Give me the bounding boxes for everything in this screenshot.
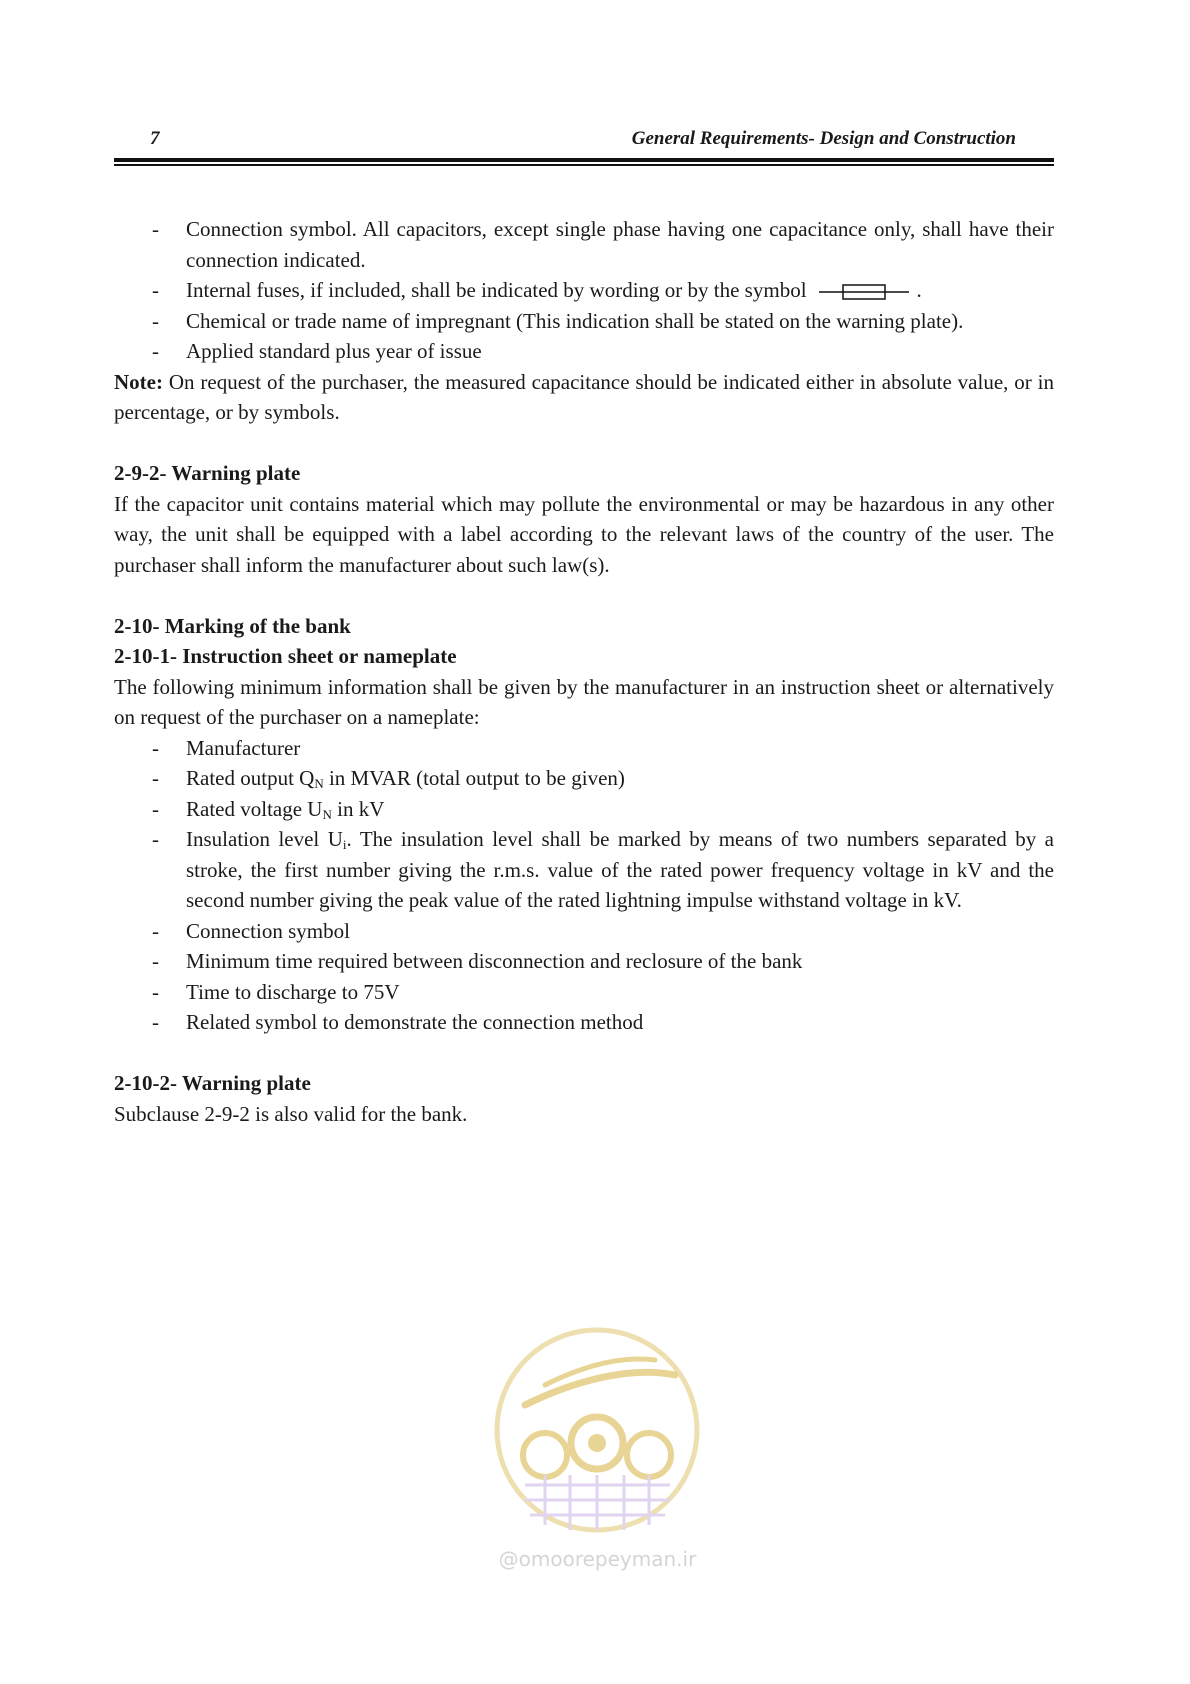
list-item xyxy=(114,977,1054,1008)
list-item-text: Connection symbol xyxy=(186,918,350,943)
list-dash: - xyxy=(152,918,159,943)
list-item-text: . The insulation level shall be marked by means of two numbers separated by a stroke, the first number giving the r.m.s. value of the rated power frequency voltage in kV and the second number giving the peak value of the rated lightning impulse withstand voltage in kV. xyxy=(186,827,1054,912)
list-item xyxy=(114,763,1054,794)
list-item xyxy=(114,916,1054,947)
list-dash: - xyxy=(152,217,159,241)
subscript: N xyxy=(322,806,332,822)
list-item xyxy=(114,336,1054,367)
list-dash: - xyxy=(152,735,159,760)
list-item-text: Minimum time required between disconnection and reclosure of the bank xyxy=(186,949,803,973)
list-item-trailing: . xyxy=(916,278,922,302)
list-dash: - xyxy=(152,1010,159,1034)
section-paragraph: The following minimum information shall be given by the manufacturer in an instruction sheet or alternatively on request of the purchaser on a nameplate: xyxy=(114,674,1054,729)
list-item xyxy=(114,306,1054,337)
section-heading: 2-9-2- Warning plate xyxy=(114,461,301,485)
note-paragraph xyxy=(114,367,1054,428)
list-dash: - xyxy=(152,949,159,973)
list-item xyxy=(114,1007,1054,1038)
subscript: N xyxy=(314,776,324,791)
section-heading: 2-10- Marking of the bank xyxy=(114,613,351,638)
watermark-logo xyxy=(485,1325,710,1625)
list-item xyxy=(114,275,1054,306)
list-dash: - xyxy=(152,278,159,302)
subsection-heading: 2-10-1- Instruction sheet or nameplate xyxy=(114,644,457,668)
list-item-text: in kV xyxy=(331,796,385,821)
page-header xyxy=(114,128,1054,150)
list-item xyxy=(114,824,1054,916)
watermark-seal-icon xyxy=(485,1325,710,1540)
section-paragraph: Subclause 2-9-2 is also valid for the bank. xyxy=(114,1101,468,1126)
list-item xyxy=(114,794,1054,825)
list-item xyxy=(114,946,1054,977)
list-item-text: Related symbol to demonstrate the connection method xyxy=(186,1010,644,1034)
list-item xyxy=(114,733,1054,764)
list-item-text: Internal fuses, if included, shall be indicated by wording or by the symbol xyxy=(186,278,807,302)
header-title: General Requirements- Design and Construction xyxy=(631,128,1016,149)
page-number: 7 xyxy=(150,128,160,149)
section-heading: 2-10-2- Warning plate xyxy=(114,1071,311,1095)
list-item-text: Rated output Q xyxy=(186,766,315,790)
note-text: On request of the purchaser, the measured capacitance should be indicated either in absolute value, or in percentage, or by symbols. xyxy=(114,369,1054,424)
list-item-text: Chemical or trade name of impregnant (This indication shall be stated on the warning plate). xyxy=(186,308,964,333)
header-rule-thick xyxy=(114,158,1054,162)
list-item-text: in MVAR (total output to be given) xyxy=(323,766,625,790)
list-item-text: Manufacturer xyxy=(186,735,301,760)
list-item-text: Time to discharge to 75V xyxy=(186,979,400,1004)
list-dash: - xyxy=(152,827,159,851)
watermark-url: @omoorepeyman.ir xyxy=(498,1547,697,1571)
body-text xyxy=(114,214,1054,1129)
fuse-symbol-icon xyxy=(819,282,909,302)
list-dash: - xyxy=(152,979,159,1004)
subscript: i xyxy=(342,837,347,852)
list-dash: - xyxy=(152,339,159,363)
section-paragraph: If the capacitor unit contains material which may pollute the environmental or may be hazardous in any other way, the unit shall be equipped with a label according to the relevant laws of the country of the user. The purchaser shall inform the manufacturer about such law(s). xyxy=(114,491,1054,577)
list-item-text: Rated voltage U xyxy=(186,796,323,821)
note-label: Note: xyxy=(114,369,163,394)
list-item-text: Applied standard plus year of issue xyxy=(186,339,482,363)
list-item xyxy=(114,214,1054,275)
list-dash: - xyxy=(152,766,159,790)
header-rule-thin xyxy=(114,164,1054,166)
list-dash: - xyxy=(152,308,159,333)
list-dash: - xyxy=(152,796,159,821)
list-item-text: Insulation level U xyxy=(186,827,343,851)
list-item-text: Connection symbol. All capacitors, except single phase having one capacitance only, shall have their connection indicated. xyxy=(186,217,1054,272)
